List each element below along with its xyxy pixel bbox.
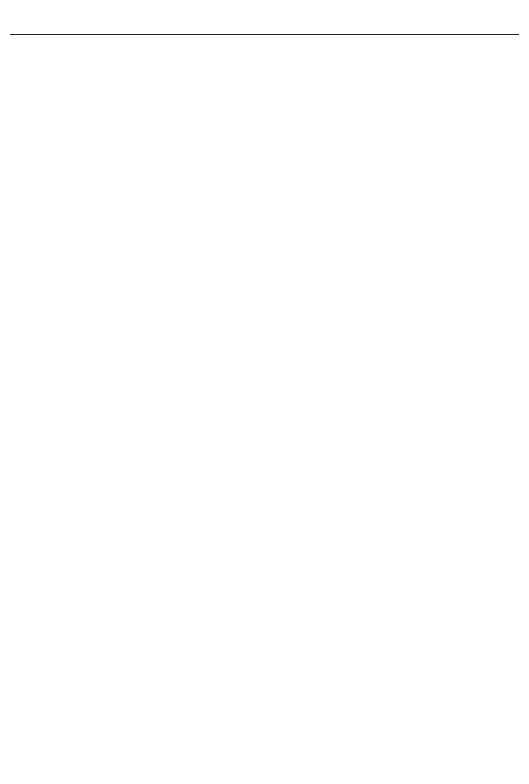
page-header	[10, 14, 519, 32]
header-rule	[10, 34, 519, 35]
fossil-distribution-figure	[216, 56, 522, 660]
